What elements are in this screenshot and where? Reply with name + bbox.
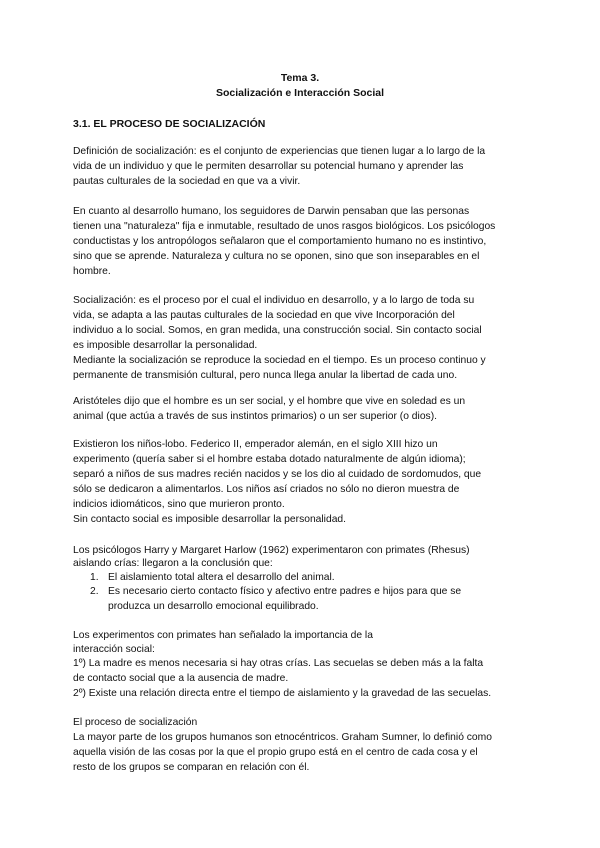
paragraph-line: animal (que actúa a través de sus instintos primarios) o un ser superior (o dios). — [73, 411, 437, 422]
paragraph-line: La mayor parte de los grupos humanos son etnocéntricos. Graham Sumner, lo definió como — [73, 732, 492, 743]
paragraph-line: 2º) Existe una relación directa entre el tiempo de aislamiento y la gravedad de las secuelas. — [73, 688, 492, 699]
paragraph-line: Socialización: es el proceso por el cual el individuo en desarrollo, y a lo largo de toda su — [73, 295, 475, 306]
list-item-number: 2. — [90, 586, 99, 597]
paragraph-line: indicios idiomáticos, sino que murieron pronto. — [73, 499, 285, 510]
paragraph-line: pautas culturales de la sociedad en que va a vivir. — [73, 176, 301, 187]
paragraph-line: Los experimentos con primates han señalado la importancia de la — [73, 630, 373, 641]
paragraph-line: es imposible desarrollar la personalidad. — [73, 340, 258, 351]
paragraph-line: vida de un individuo y que le permiten desarrollar su potencial humano y aprender las — [73, 161, 464, 172]
paragraph-line: individuo a lo social. Somos, en gran medida, una construcción social. Sin contacto social — [73, 325, 482, 336]
paragraph-line: permanente de transmisión cultural, pero nunca llega anular la libertad de cada uno. — [73, 370, 458, 381]
doc-title-subject: Socialización e Interacción Social — [215, 87, 385, 99]
paragraph-line: 1º) La madre es menos necesaria si hay otras crías. Las secuelas se deben más a la falta — [73, 658, 484, 669]
paragraph-line: sólo se dedicaron a alimentarlos. Los niños así criados no sólo no dieron muestra de — [73, 484, 460, 495]
paragraph-line: Definición de socialización: es el conjunto de experiencias que tienen lugar a lo largo de la — [73, 146, 486, 157]
paragraph-line: Sin contacto social es imposible desarrollar la personalidad. — [73, 514, 347, 525]
paragraph-line: hombre. — [73, 266, 111, 277]
paragraph-line: sino que se aprende. Naturaleza y cultura no se oponen, sino que son inseparables en el — [73, 251, 480, 262]
paragraph-line: Los psicólogos Harry y Margaret Harlow (1962) experimentaron con primates (Rhesus) — [73, 545, 470, 556]
paragraph-line: separó a niños de sus madres recién nacidos y se los dio al cuidado de sordomudos, que — [73, 469, 482, 480]
doc-title-topic: Tema 3. — [280, 72, 320, 84]
subheading-line: El proceso de socialización — [73, 717, 198, 728]
paragraph-line: Mediante la socialización se reproduce la sociedad en el tiempo. Es un proceso continuo y — [73, 355, 486, 366]
section-heading: 3.1. EL PROCESO DE SOCIALIZACIÓN — [73, 118, 266, 130]
paragraph-line: experimento (quería saber si el hombre estaba dotado naturalmente de algún idioma); — [73, 454, 466, 465]
paragraph-line: resto de los grupos se comparan en relación con él. — [73, 762, 310, 773]
paragraph-line: Existieron los niños-lobo. Federico II, emperador alemán, en el siglo XIII hizo un — [73, 439, 438, 450]
paragraph-line: vida, se adapta a las pautas culturales de la sociedad en que vive Incorporación del — [73, 310, 455, 321]
paragraph-line: conductistas y los antropólogos señalaron que el comportamiento humano no es instintivo, — [73, 236, 487, 247]
paragraph-line: Aristóteles dijo que el hombre es un ser social, y el hombre que vive en soledad es un — [73, 396, 466, 407]
paragraph-line: interacción social: — [73, 644, 155, 655]
paragraph-line: de contacto social que a la ausencia de madre. — [73, 673, 289, 684]
list-item-number: 1. — [90, 572, 99, 583]
paragraph-line: aislando crías: llegaron a la conclusión que: — [73, 558, 273, 569]
list-item-text: produzca un desarrollo emocional equilibrado. — [108, 601, 319, 612]
list-item-text: Es necesario cierto contacto físico y afectivo entre padres e hijos para que se — [108, 586, 462, 597]
list-item-text: El aislamiento total altera el desarrollo del animal. — [108, 572, 335, 583]
paragraph-line: En cuanto al desarrollo humano, los seguidores de Darwin pensaban que las personas — [73, 206, 470, 217]
paragraph-line: tienen una "naturaleza" fija e inmutable, resultado de unos rasgos biológicos. Los psicólogos — [73, 221, 496, 232]
paragraph-line: aquella visión de las cosas por la que el propio grupo está en el centro de cada cosa y el — [73, 747, 478, 758]
